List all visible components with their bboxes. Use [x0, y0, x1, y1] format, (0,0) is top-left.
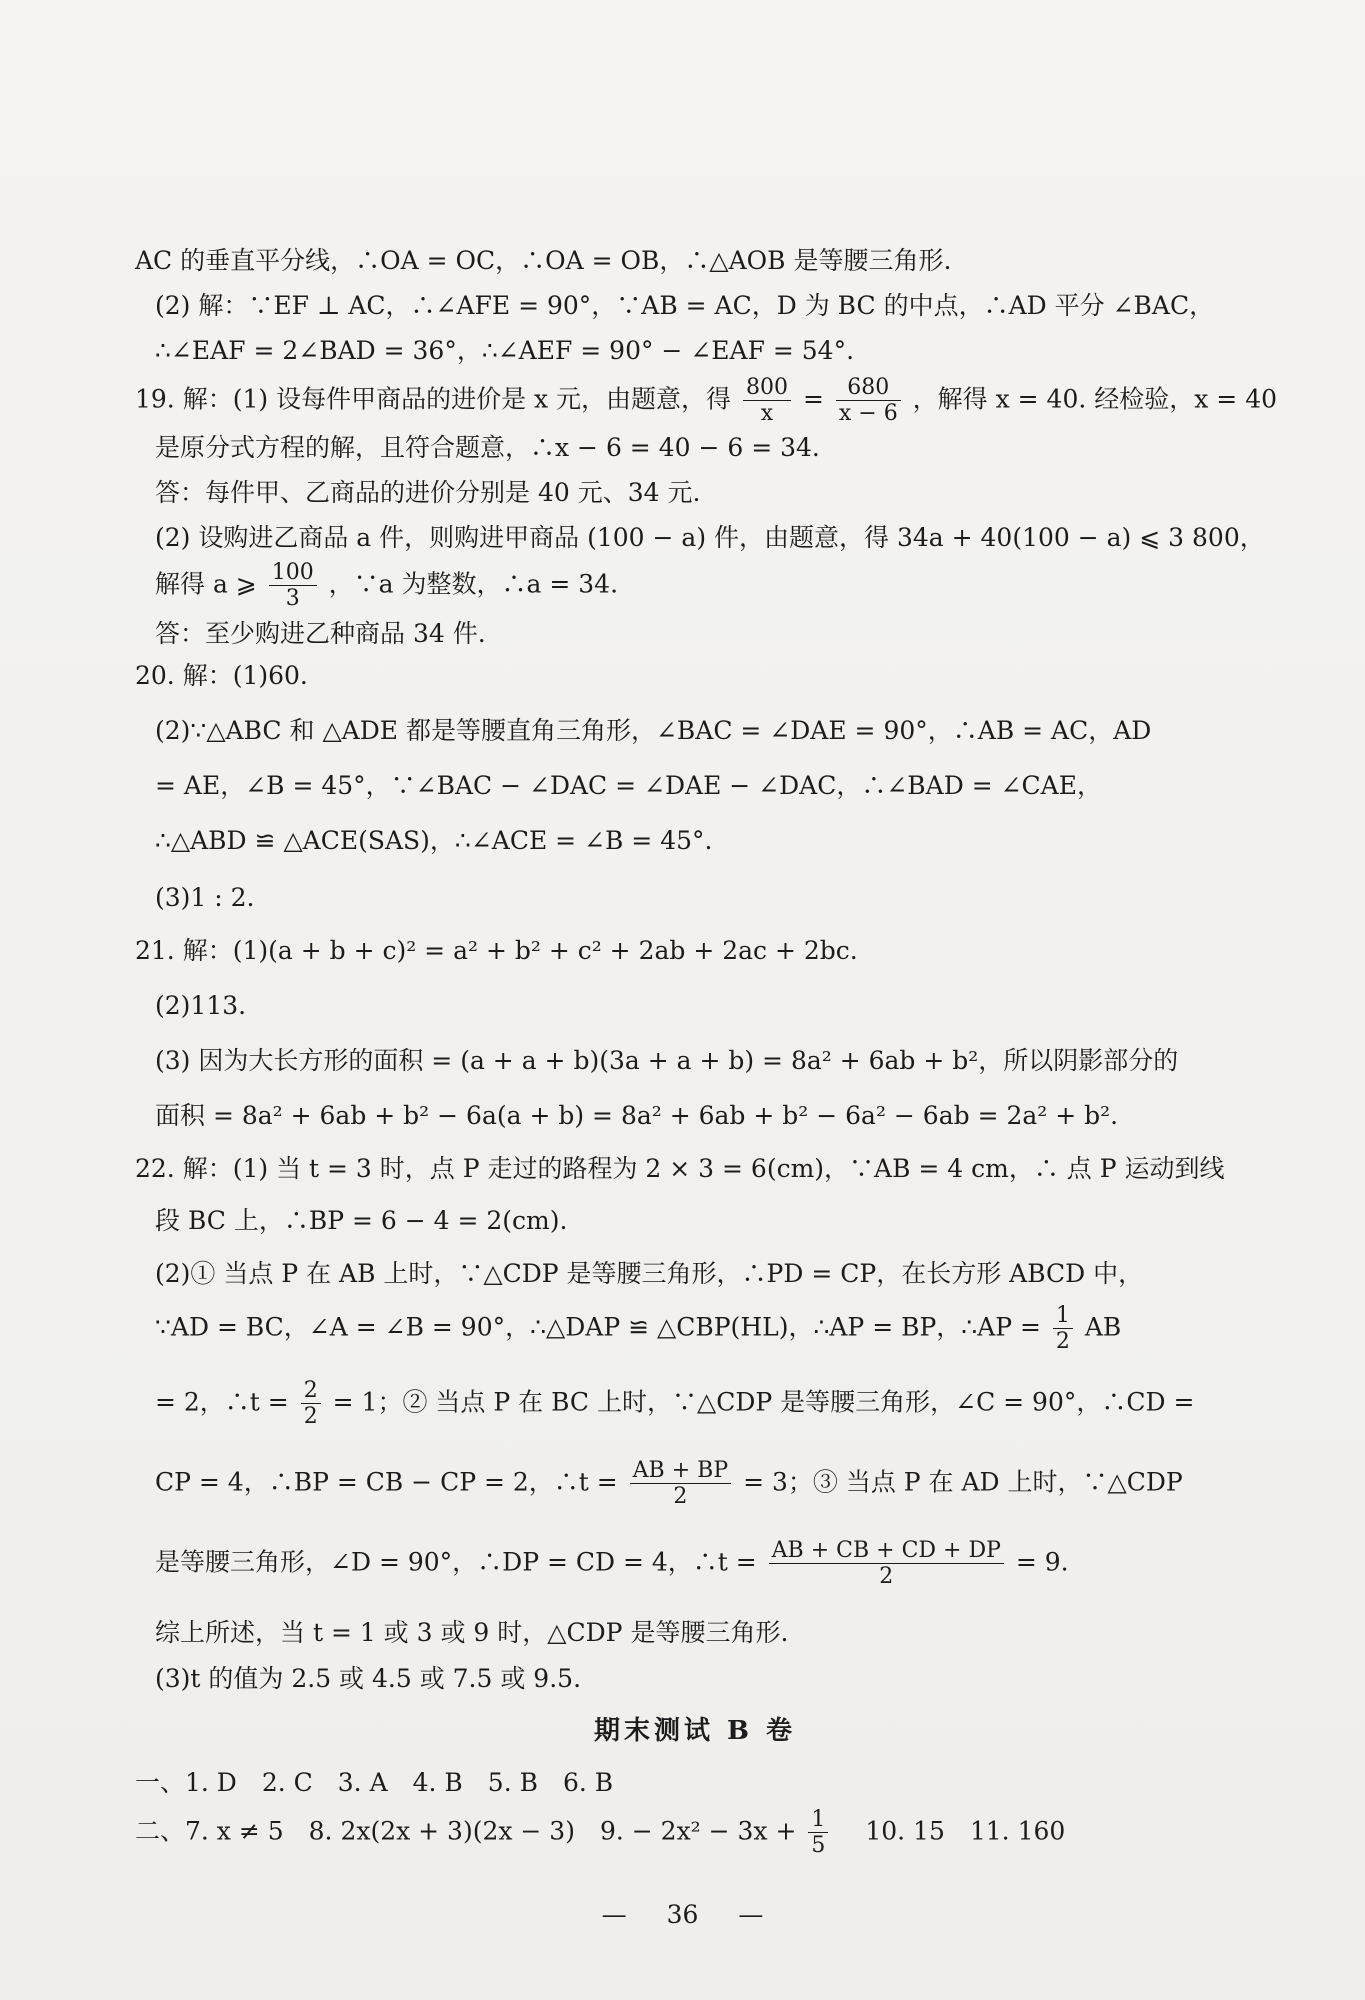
fraction: [269, 560, 317, 612]
fraction-denominator: 3: [285, 586, 300, 612]
problem-21-heading: 21. 解：(1)(a + b + c)² = a² + b² + c² + 2ab + 2ac + 2bc.: [135, 936, 858, 965]
section-title: 期末测试 B 卷: [593, 1716, 797, 1746]
text-line: 答：至少购进乙种商品 34 件.: [155, 619, 486, 648]
text-segment: 二、7. x ≠ 5 8. 2x(2x + 3)(2x − 3) 9. − 2x² − 3x +: [135, 1816, 797, 1846]
problem-22-heading: 22. 解：(1) 当 t = 3 时，点 P 走过的路程为 2 × 3 = 6(cm)，∵AB = 4 cm，∴ 点 P 运动到线: [135, 1154, 1225, 1183]
fraction: [808, 1807, 828, 1859]
text-line: = AE，∠B = 45°，∵∠BAC − ∠DAC = ∠DAE − ∠DAC，∴∠BAD = ∠CAE，: [155, 771, 1102, 800]
page-dash-left: —: [601, 1900, 627, 1929]
text-segment: AB: [1084, 1312, 1122, 1342]
text-line: 是原分式方程的解，且符合题意，∴x − 6 = 40 − 6 = 34.: [155, 433, 820, 462]
text-line: 答：每件甲、乙商品的进价分别是 40 元、34 元.: [155, 478, 701, 507]
fraction-denominator: 5: [811, 1833, 826, 1859]
fraction-numerator: 1: [1053, 1303, 1073, 1329]
text-segment: ，∵a 为整数，∴a = 34.: [328, 569, 619, 599]
fraction-numerator: 680: [836, 375, 901, 401]
page-number-value: 36: [666, 1900, 699, 1929]
fraction-line: [155, 1458, 1183, 1510]
fraction-numerator: 2: [301, 1378, 321, 1404]
fraction: [1053, 1303, 1073, 1355]
text-line: (3)1 : 2.: [155, 883, 255, 912]
text-segment: 是等腰三角形，∠D = 90°，∴DP = CD = 4，∴t =: [155, 1547, 757, 1577]
text-line: (3)t 的值为 2.5 或 4.5 或 7.5 或 9.5.: [155, 1664, 582, 1693]
fraction-numerator: AB + CB + CD + DP: [769, 1538, 1004, 1564]
fraction: [836, 375, 901, 427]
text-segment: = 1；② 当点 P 在 BC 上时，∵△CDP 是等腰三角形，∠C = 90°，∴CD =: [332, 1387, 1195, 1417]
text-segment: = 9.: [1015, 1547, 1069, 1577]
text-segment: 10. 15 11. 160: [840, 1816, 1066, 1846]
fraction-line: [155, 560, 618, 612]
text-segment: = 2，∴t =: [155, 1387, 289, 1417]
text-line: (2)113.: [155, 991, 247, 1020]
text-line: (2)∵△ABC 和 △ADE 都是等腰直角三角形，∠BAC = ∠DAE = 90°，∴AB = AC，AD: [155, 716, 1152, 745]
text-segment: 解得 a ⩾: [155, 569, 257, 599]
problem-20-heading: 20. 解：(1)60.: [135, 661, 308, 690]
text-line: AC 的垂直平分线，∴OA = OC，∴OA = OB，∴△AOB 是等腰三角形.: [135, 246, 952, 275]
text-segment: ，解得 x = 40. 经检验，x = 40: [912, 384, 1278, 414]
fraction-denominator: 2: [1055, 1329, 1070, 1355]
page-dash-right: —: [738, 1900, 764, 1929]
text-line: ∴△ABD ≌ △ACE(SAS)，∴∠ACE = ∠B = 45°.: [155, 826, 713, 855]
text-line: 综上所述，当 t = 1 或 3 或 9 时，△CDP 是等腰三角形.: [155, 1618, 789, 1647]
fraction-line: [155, 1538, 1069, 1590]
fraction-denominator: 2: [673, 1484, 688, 1510]
fraction-line: [155, 1378, 1194, 1430]
fraction-denominator: x − 6: [838, 401, 898, 427]
fraction-line: [155, 1303, 1121, 1355]
fraction: [769, 1538, 1004, 1590]
text-segment: 19. 解：(1) 设每件甲商品的进价是 x 元，由题意，得: [135, 384, 732, 414]
text-line: (2)① 当点 P 在 AB 上时，∵△CDP 是等腰三角形，∴PD = CP，在长方形 ABCD 中，: [155, 1259, 1144, 1288]
text-line: (2) 设购进乙商品 a 件，则购进甲商品 (100 − a) 件，由题意，得 34a + 40(100 − a) ⩽ 3 800，: [155, 523, 1265, 552]
text-line: (2) 解：∵EF ⊥ AC，∴∠AFE = 90°，∵AB = AC，D 为 BC 的中点，∴AD 平分 ∠BAC，: [155, 291, 1215, 320]
fraction: [743, 375, 791, 427]
equals-sign: =: [802, 384, 824, 414]
fraction-numerator: 800: [743, 375, 791, 401]
fraction-numerator: 100: [269, 560, 317, 586]
choice-answers: 一、1. D 2. C 3. A 4. B 5. B 6. B: [135, 1768, 614, 1797]
text-segment: ∵AD = BC，∠A = ∠B = 90°，∴△DAP ≌ △CBP(HL)，∴AP = BP，∴AP =: [155, 1312, 1041, 1342]
problem-19-line: [135, 375, 1277, 427]
text-line: (3) 因为大长方形的面积 = (a + a + b)(3a + a + b) = 8a² + 6ab + b²，所以阴影部分的: [155, 1046, 1179, 1075]
text-line: 面积 = 8a² + 6ab + b² − 6a(a + b) = 8a² + 6ab + b² − 6a² − 6ab = 2a² + b².: [155, 1101, 1119, 1130]
fraction: [301, 1378, 321, 1430]
page-number: [0, 1900, 1365, 1929]
text-line: ∴∠EAF = 2∠BAD = 36°，∴∠AEF = 90° − ∠EAF = 54°.: [155, 336, 855, 365]
text-segment: CP = 4，∴BP = CB − CP = 2，∴t =: [155, 1467, 618, 1497]
fraction: [630, 1458, 731, 1510]
fill-in-answers: [135, 1807, 1065, 1859]
fraction-denominator: 2: [303, 1404, 318, 1430]
text-line: 段 BC 上，∴BP = 6 − 4 = 2(cm).: [155, 1206, 568, 1235]
fraction-numerator: 1: [808, 1807, 828, 1833]
fraction-numerator: AB + BP: [630, 1458, 731, 1484]
fraction-denominator: 2: [879, 1564, 894, 1590]
fraction-denominator: x: [760, 401, 774, 427]
text-segment: = 3；③ 当点 P 在 AD 上时，∵△CDP: [743, 1467, 1183, 1497]
